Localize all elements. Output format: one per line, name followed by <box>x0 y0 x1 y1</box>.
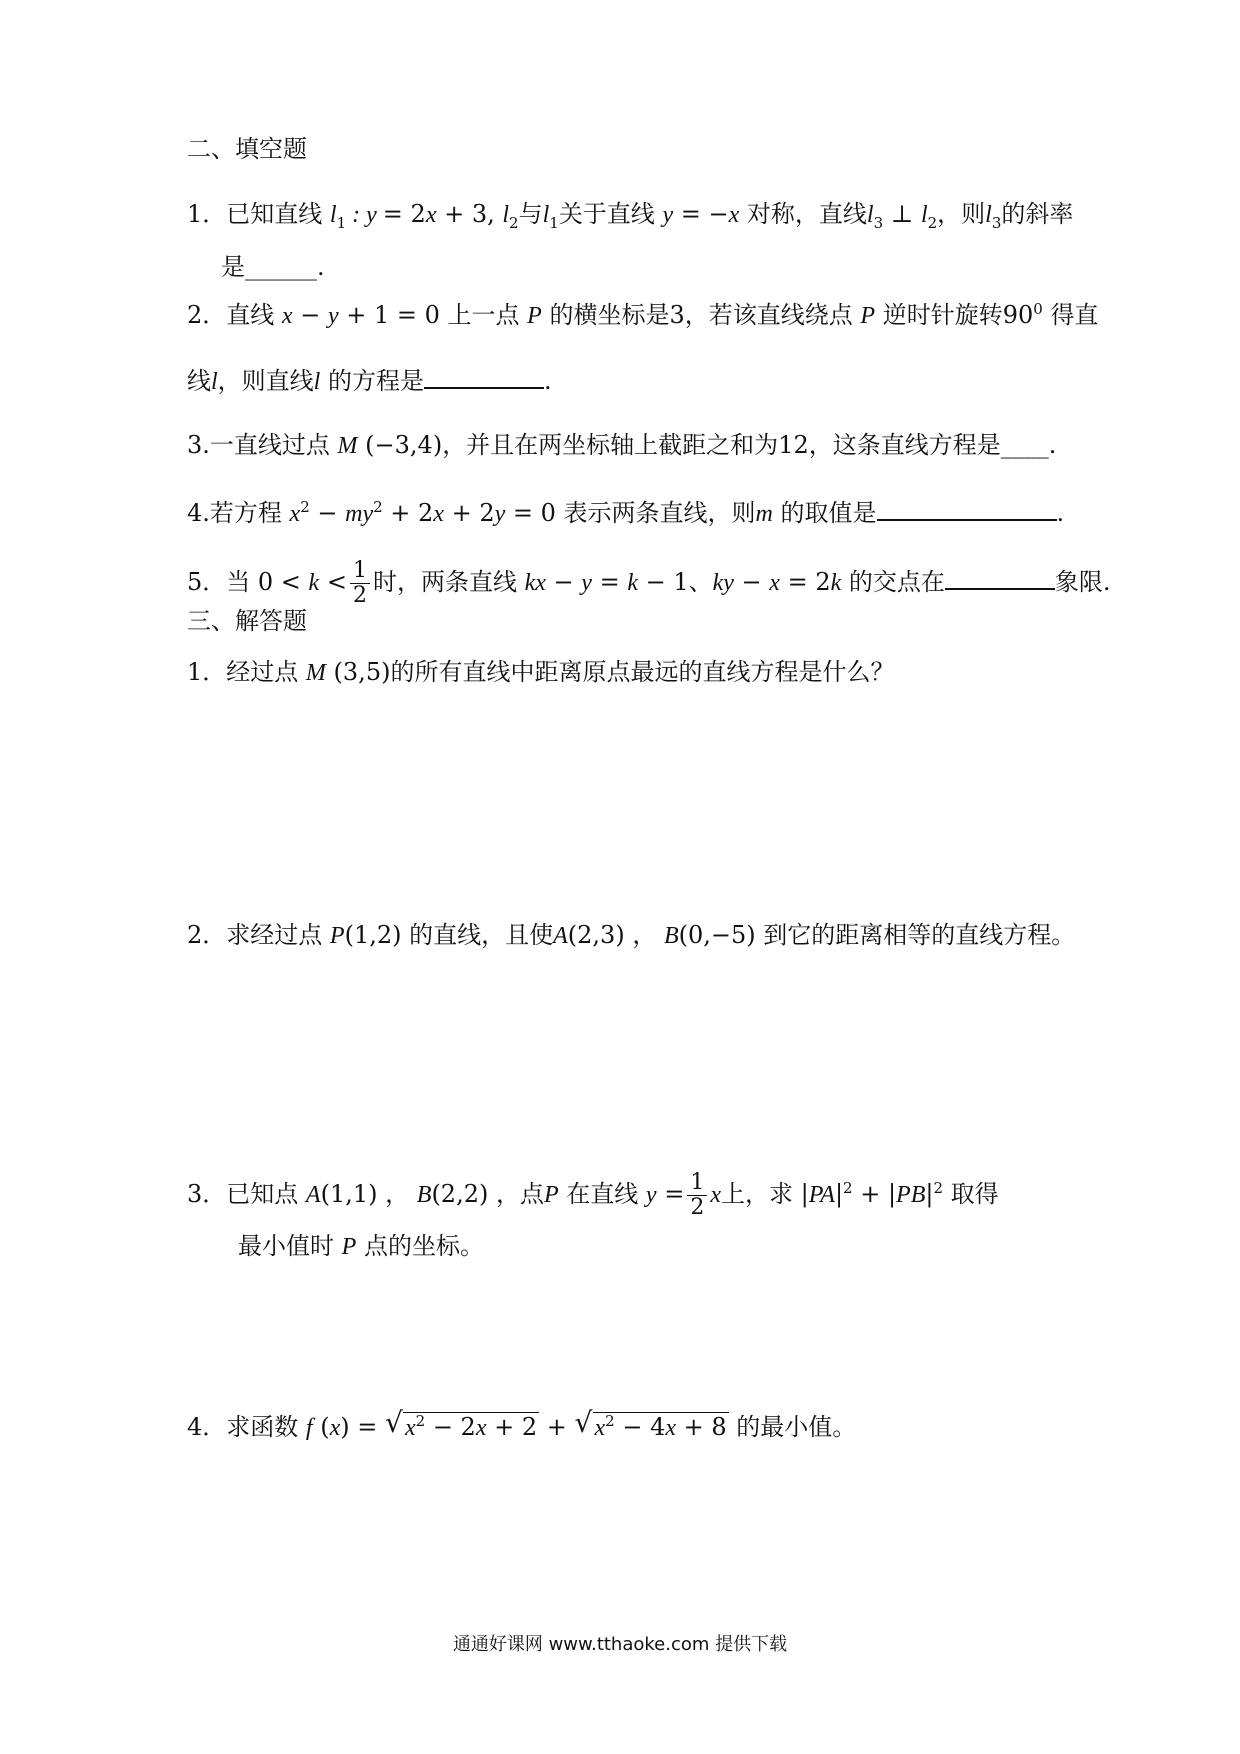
question-text: 点的坐标。 <box>363 1232 484 1260</box>
question-text: ，则 <box>937 200 986 228</box>
question-text: 的直线，且使 <box>409 921 554 949</box>
question-text: 的取值是 <box>780 499 877 527</box>
question-text: 最小值时 <box>238 1232 334 1260</box>
footer-source: 通通好课网 www.tthaoke.com 提供下载 <box>452 1634 788 1655</box>
question-text: ，并且在两坐标轴上截距之和为 <box>442 431 779 459</box>
answer-blank[interactable] <box>877 497 1057 521</box>
question-text: 与 <box>518 200 543 228</box>
question-text: ， <box>632 921 657 949</box>
question-text: ，则直线 <box>217 367 314 395</box>
question-text: 的方程是 <box>327 367 424 395</box>
answer-blank[interactable] <box>945 566 1055 590</box>
question-text: 的斜率 <box>1001 200 1074 228</box>
question-text: 、 <box>688 568 713 596</box>
fill-question-4: 4.若方程 $x^2 - my^2 + 2x + 2y = 0$ 表示两条直线，则m 的取值是 . <box>187 498 1065 527</box>
question-text: ， <box>385 1180 410 1208</box>
question-text: 的所有直线中距离原点最远的直线方程是什么？ <box>390 658 895 686</box>
question-number: 2． <box>187 301 227 329</box>
question-number: 4． <box>187 1413 227 1441</box>
question-text: 线 <box>187 367 211 395</box>
section-title-solve: 三、解答题 <box>187 607 307 635</box>
question-text: 当 <box>226 568 251 596</box>
question-text: 的横坐标是 <box>549 301 670 329</box>
question-text: 对称，直线 <box>746 200 867 228</box>
question-text: 时，两条直线 <box>372 568 517 596</box>
question-text: 求函数 <box>226 1413 299 1441</box>
question-text: 逆时针旋转 <box>882 301 1003 329</box>
question-number: 3． <box>187 1180 227 1208</box>
question-text: 求经过点 <box>226 921 323 949</box>
question-text: 到它的距离相等的直线方程。 <box>763 921 1076 949</box>
solve-question-2: 2．求经过点 P(1,2) 的直线，且使A(2,3) ， B(0,−5) 到它的距离相等的直线方程。 <box>187 921 1076 949</box>
question-text: 若方程 <box>209 499 282 527</box>
question-text: 上，求 <box>720 1180 793 1208</box>
question-number: 5． <box>187 568 227 596</box>
solve-question-3-cont: 最小值时 P 点的坐标。 <box>238 1232 484 1260</box>
question-text: 经过点 <box>226 658 299 686</box>
question-text: ，若该直线绕点 <box>684 301 853 329</box>
fill-question-2-cont: 线l，则直线l 的方程是 . <box>187 367 552 395</box>
question-text: 象限. <box>1054 568 1111 596</box>
fill-question-5: 5．当 0 < k < $\frac{1}{2}$ 时，两条直线 kx − y = k − 1、ky − x = 2k 的交点在 象限. <box>187 558 1111 608</box>
question-text: 取得 <box>950 1180 999 1208</box>
answer-blank[interactable] <box>424 365 544 389</box>
question-text: 直线 <box>226 301 275 329</box>
question-text: 一直线过点 <box>209 431 330 459</box>
question-number: 4. <box>187 499 210 527</box>
question-text: 已知直线 <box>226 200 323 228</box>
question-text: 上一点 <box>447 301 520 329</box>
question-text: 得直 <box>1050 301 1099 329</box>
question-text: 表示两条直线，则 <box>563 499 756 527</box>
question-text: 在直线 <box>566 1180 639 1208</box>
fill-question-2: 2．直线 x − y + 1 = 0 上一点 P 的横坐标是3，若该直线绕点 P 逆时针旋转$90^0$ 得直 <box>187 300 1099 329</box>
solve-question-3: 3．已知点 A(1,1) ， B(2,2) ，点P 在直线 y = $\frac{1}{2}$ x上，求 $|PA|^2 + |PB|^2$ 取得 <box>187 1170 999 1220</box>
question-text: 的最小值。 <box>736 1413 857 1441</box>
question-number: 3. <box>187 431 210 459</box>
solve-question-4: 4．求函数 f (x) = √ $x^2 - 2x + 2$ + √ $x^2 - 4x + 8$ 的最小值。 <box>187 1406 857 1441</box>
question-text: 已知点 <box>226 1180 299 1208</box>
question-text: ，这条直线方程是____. <box>808 431 1057 459</box>
question-number: 1． <box>187 200 227 228</box>
fill-question-1-cont: 是______. <box>221 253 325 281</box>
question-number: 2． <box>187 921 227 949</box>
fill-question-1: 1．已知直线 $l_1$ : y = 2x + 3, $l_2$与$l_1$关于直线 y = −x 对称，直线$l_3$ ⊥ $l_2$，则$l_3$的斜率 <box>187 200 1074 232</box>
question-number: 1． <box>187 658 227 686</box>
section-title-fill: 二、填空题 <box>187 135 307 163</box>
question-text: 关于直线 <box>558 200 655 228</box>
question-text: ，点 <box>495 1180 544 1208</box>
fill-question-3: 3.一直线过点 M (−3,4)，并且在两坐标轴上截距之和为12，这条直线方程是____. <box>187 431 1057 459</box>
question-text: 的交点在 <box>848 568 945 596</box>
solve-question-1: 1．经过点 M (3,5)的所有直线中距离原点最远的直线方程是什么？ <box>187 658 895 686</box>
